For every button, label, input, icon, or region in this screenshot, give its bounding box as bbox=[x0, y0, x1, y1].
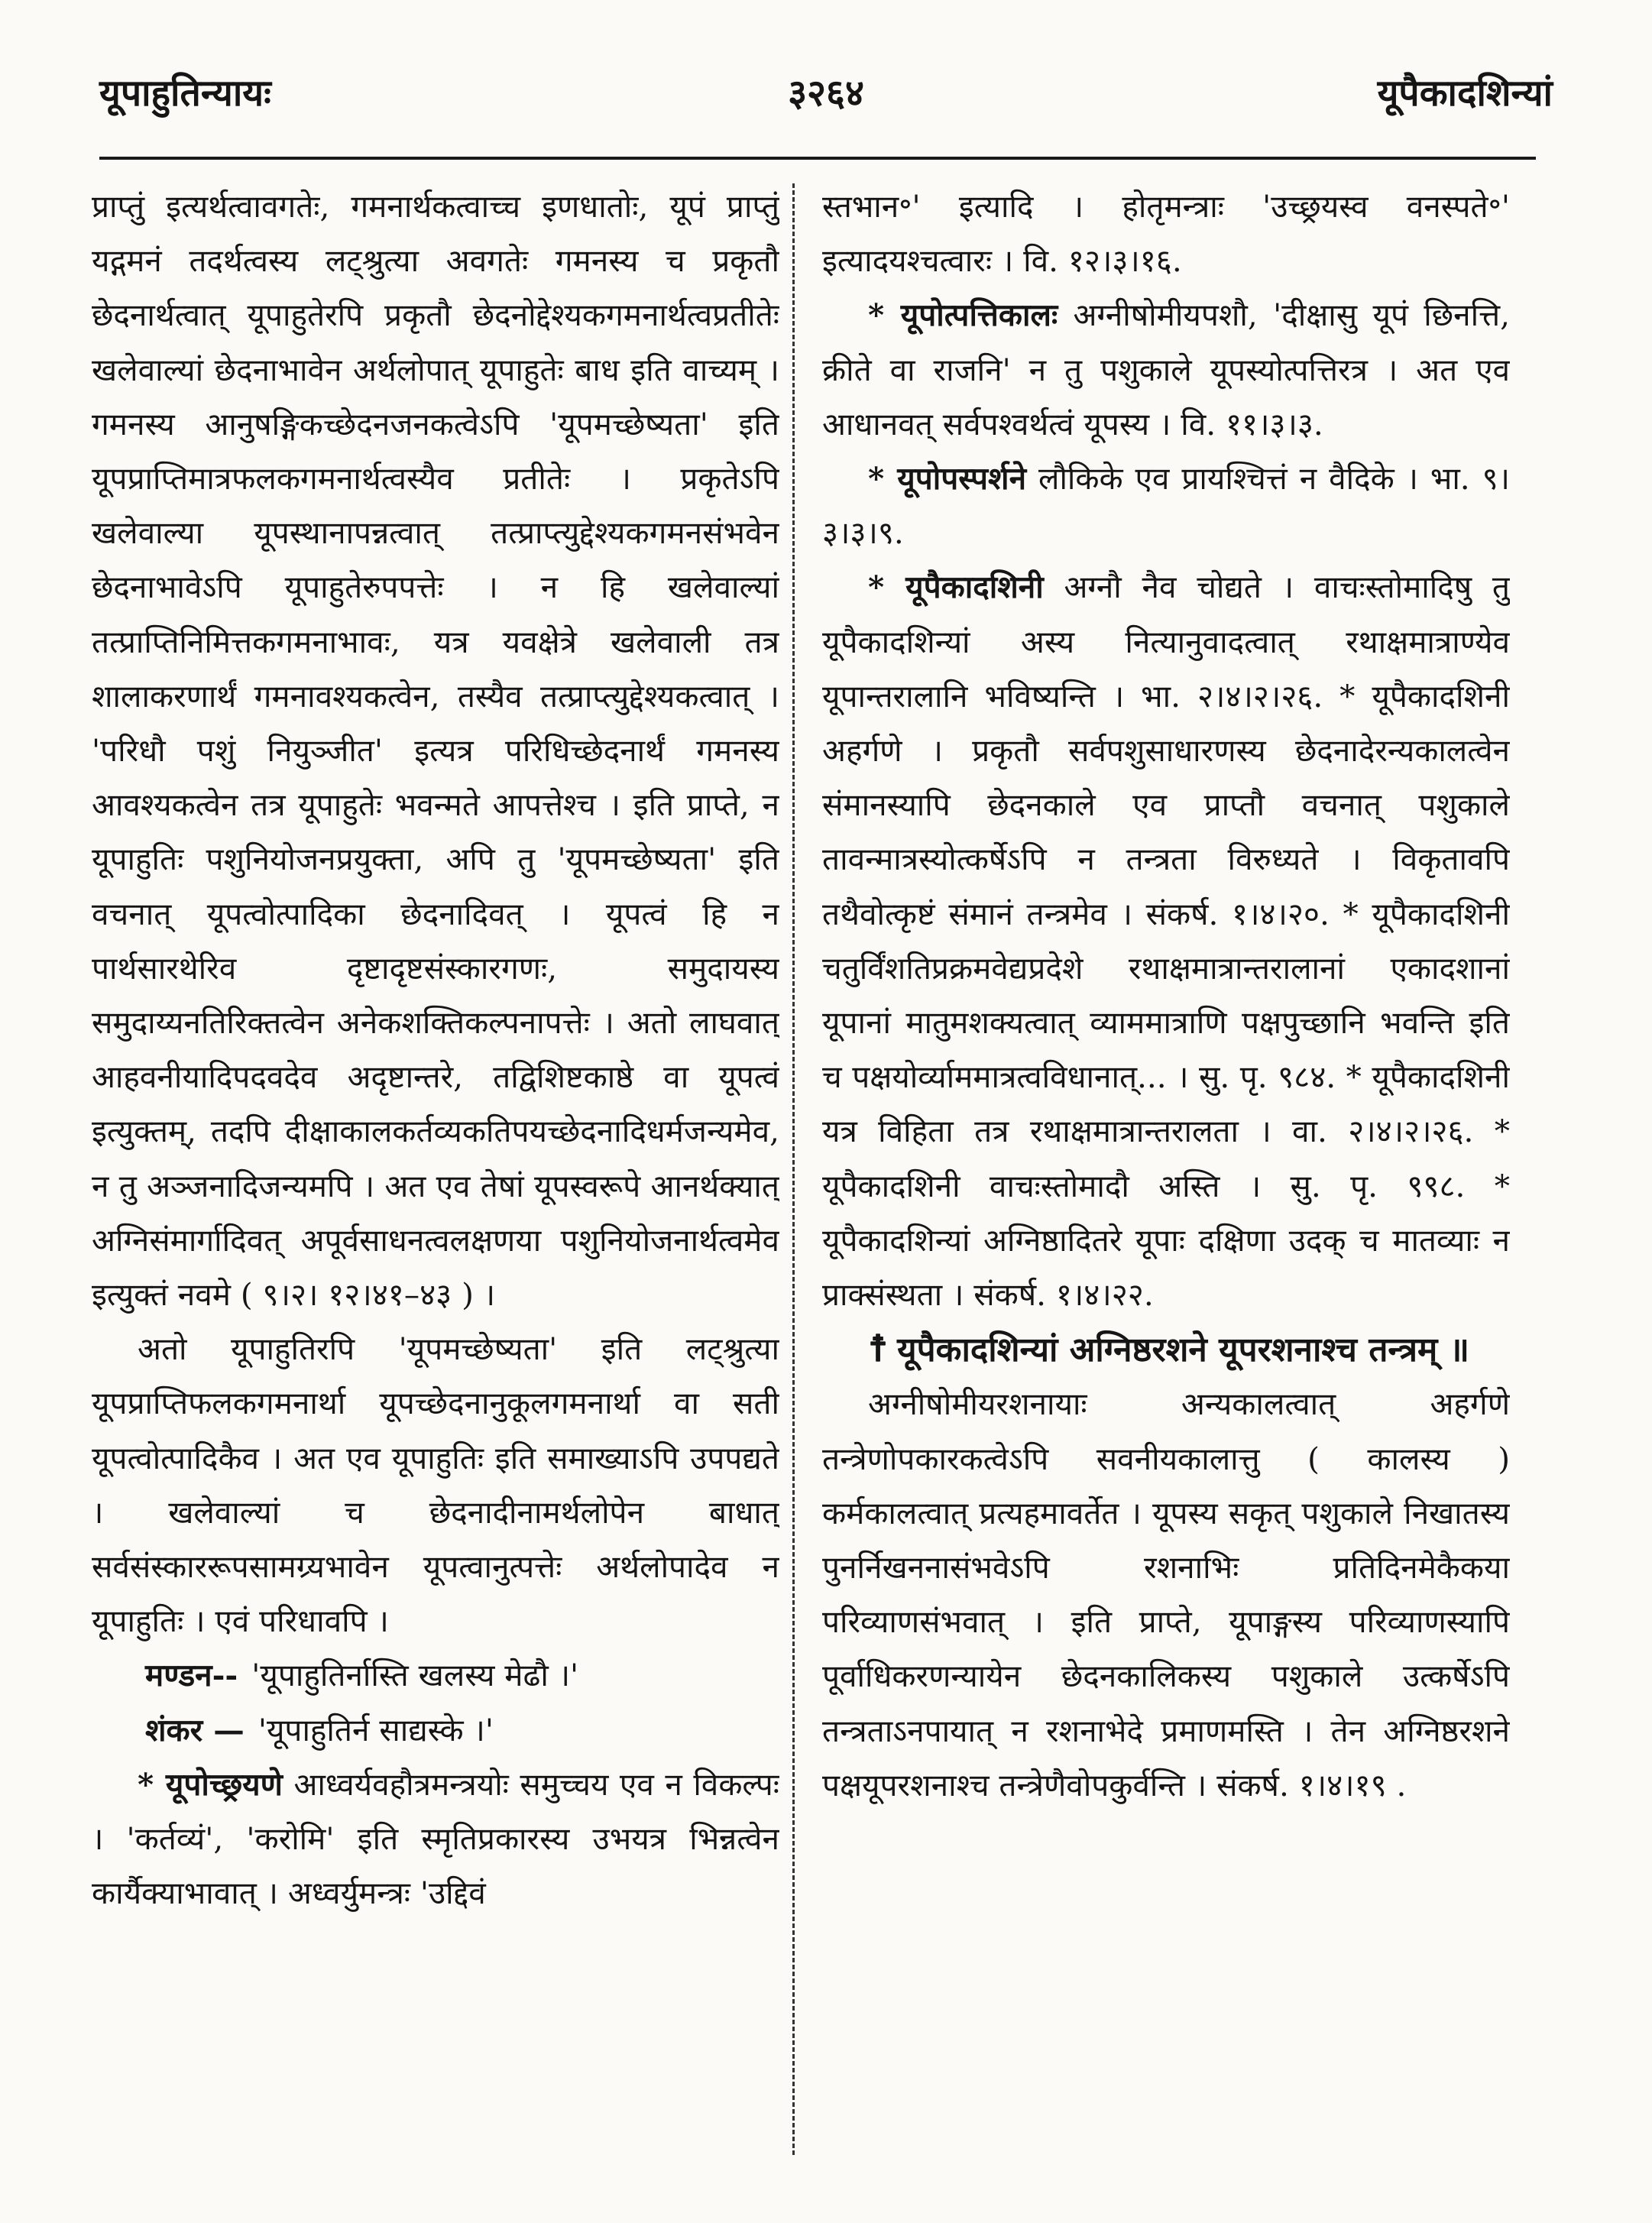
right-paragraph-4 bbox=[822, 560, 1510, 1322]
page-header bbox=[99, 67, 1553, 136]
left-paragraph-2: अतो यूपाहुतिरपि 'यूपमच्छेष्यता' इति लट्श्रुत्या यूपप्राप्तिफलकगमनार्था यूपच्छेदनानुकूलगमनार्था वा सती यूपत्वोत्पादिकैव । अत एव यूपाहुतिः इति समाख्याऽपि उपपद्यते । खलेवाल्यां च छेदनादीनामर्थलोपेन बाधात् सर्वसंस्काररूपसामग्र्यभावेन यूपत्वानुत्पत्तेः अर्थलोपादेव न यूपाहुतिः । एवं परिधावपि । bbox=[92, 1330, 779, 1640]
mandana-text: 'यूपाहुतिर्नास्ति खलस्य मेढौ ।' bbox=[251, 1657, 579, 1694]
right-paragraph-3 bbox=[822, 452, 1510, 560]
entry-yupotpattikala: * यूपोत्पत्तिकालः bbox=[868, 297, 1058, 334]
mandana-label: मण्डन-- bbox=[145, 1657, 238, 1694]
right-paragraph-2 bbox=[822, 288, 1510, 452]
mandana-quote bbox=[92, 1648, 779, 1703]
left-paragraph-1: प्राप्तुं इत्यर्थत्वावगतेः, गमनार्थकत्वाच्च इणधातोः, यूपं प्राप्तुं यद्गमनं तदर्थत्वस्य लट्श्रुत्या अवगतेः गमनस्य च प्रकृतौ छेदनार्थत्वात् यूपाहुतेरपि प्रकृतौ छेदनोद्देश्यकगमनार्थत्वप्रतीतेः खलेवाल्यां छेदनाभावेन अर्थलोपात् यूपाहुतेः बाध इति वाच्यम् । गमनस्य आनुषङ्गिकच्छेदनजनकत्वेऽपि 'यूपमच्छेष्यता' इति यूपप्राप्तिमात्रफलकगमनार्थत्वस्यैव प्रतीतेः । प्रकृतेऽपि खलेवाल्या यूपस्थानापन्नत्वात् तत्प्राप्त्युद्देश्यकगमनसंभवेन छेदनाभावेऽपि यूपाहुतेरुपपत्तेः । न हि खलेवाल्यां तत्प्राप्तिनिमित्तकगमनाभावः, यत्र यवक्षेत्रे खलेवाली तत्र शालाकरणार्थं गमनावश्यकत्वेन, तस्यैव तत्प्राप्त्युद्देश्यकत्वात् । 'परिधौ पशुं नियुञ्जीत' इत्यत्र परिधिच्छेदनार्थं गमनस्य आवश्यकत्वेन तत्र यूपाहुतेः भवन्मते आपत्तेश्च । इति प्राप्ते, न यूपाहुतिः पशुनियोजनप्रयुक्ता, अपि तु 'यूपमच्छेष्यता' इति वचनात् यूपत्वोत्पादिका छेदनादिवत् । यूपत्वं हि न पार्थसारथेरिव दृष्टादृष्टसंस्कारगणः, समुदायस्य समुदाय्यनतिरिक्तत्वेन अनेकशक्तिकल्पनापत्तेः । अतो लाघवात् आहवनीयादिपदवदेव अदृष्टान्तरे, तद्विशिष्टकाष्ठे वा यूपत्वं इत्युक्तम्, तदपि दीक्षाकालकर्तव्यकतिपयच्छेदनादिधर्मजन्यमेव, न तु अञ्जनादिजन्यमपि । अत एव तेषां यूपस्वरूपे आनर्थक्यात् अग्निसंमार्गादिवत् अपूर्वसाधनत्वलक्षणया पशुनियोजनार्थत्वमेव इत्युक्तं नवमे ( ९।२। १२।४१–४३ ) । bbox=[92, 188, 779, 1314]
left-column bbox=[92, 180, 779, 2182]
header-rule bbox=[99, 157, 1536, 160]
section-mark-icon: ☨ bbox=[868, 1327, 889, 1371]
entry-yupopasparshana: * यूपोपस्पर्शने bbox=[868, 460, 1027, 497]
column-divider bbox=[792, 183, 795, 2155]
right-paragraph-4-text: अग्नौ नैव चोद्यते । वाचःस्तोमादिषु तु यूपैकादशिन्यां अस्य नित्यानुवादत्वात् रथाक्षमात्राण्येव यूपान्तरालानि भविष्यन्ति । भा. २।४।२।२६. * यूपैकादशिनी अहर्गणे । प्रकृतौ सर्वपशुसाधारणस्य छेदनादेरन्यकालत्वेन संमानस्यापि छेदनकाले एव प्राप्तौ वचनात् पशुकाले तावन्मात्रस्योत्कर्षेऽपि न तन्त्रता विरुध्यते । विकृतावपि तथैवोत्कृष्टं संमानं तन्त्रमेव । संकर्ष. १।४।२०. * यूपैकादशिनी चतुर्विंशतिप्रक्रमवेद्यप्रदेशे रथाक्षमात्रान्तरालानां एकादशानां यूपानां मातुमशक्यत्वात् व्याममात्राणि पक्षपुच्छानि भवन्ति इति च पक्षयोर्व्याममात्रत्वविधानात्... । सु. पृ. ९८४. * यूपैकादशिनी यत्र विहिता तत्र रथाक्षमात्रान्तरालता । वा. २।४।२।२६. * यूपैकादशिनी वाचःस्तोमादौ अस्ति । सु. पृ. ९९८. * यूपैकादशिन्यां अग्निष्ठादितरे यूपाः दक्षिणा उदक् च मातव्याः न प्राक्संस्थता । संकर्ष. १।४।२२. bbox=[822, 569, 1510, 1314]
shankara-text: 'यूपाहुतिर्न साद्यस्के ।' bbox=[258, 1711, 494, 1748]
shankara-label: शंकर — bbox=[145, 1711, 245, 1748]
right-paragraph-5: अग्नीषोमीयरशनायाः अन्यकालत्वात् अहर्गणे तन्त्रेणोपकारकत्वेऽपि सवनीयकालात्तु ( कालस्य ) कर्मकालत्वात् प्रत्यहमावर्तेत । यूपस्य सकृत् पशुकाले निखातस्य पुनर्निखननासंभवेऽपि रशनाभिः प्रतिदिनमेकैकया परिव्याणसंभवात् । इति प्राप्ते, यूपाङ्गस्य परिव्याणस्यापि पूर्वाधिकरणन्यायेन छेदनकालिकस्य पशुकाले उत्कर्षेऽपि तन्त्रताऽनपायात् न रशनाभेदे प्रमाणमस्ति । तेन अग्निष्ठरशने पक्षयूपरशनाश्च तन्त्रेणैवोपकुर्वन्ति । संकर्ष. १।४।१९ . bbox=[822, 1385, 1510, 1803]
entry-yupaikadashini: * यूपैकादशिनी bbox=[868, 569, 1044, 606]
section-heading-text: यूपैकादशिन्यां अग्निष्ठरशने यूपरशनाश्च तन्त्रम् ॥ bbox=[897, 1330, 1469, 1370]
running-head-right: यूपैकादशिन्यां bbox=[1377, 72, 1553, 115]
right-paragraph-3-text: लौकिके एव प्रायश्चित्तं न वैदिके । भा. ९।३।३।९. bbox=[822, 460, 1510, 552]
left-paragraph-3 bbox=[92, 1758, 779, 1921]
right-paragraph-2-text: अग्नीषोमीयपशौ, 'दीक्षासु यूपं छिनत्ति, क्रीते वा राजनि' न तु पशुकाले यूपस्योत्पत्तिरत्र । अत एव आधानवत् सर्वपश्वर्थत्वं यूपस्य । वि. ११।३।३. bbox=[822, 297, 1510, 442]
section-heading bbox=[822, 1322, 1510, 1377]
left-paragraph-3-text: आध्वर्यवहौत्रमन्त्रयोः समुच्चय एव न विकल्पः । 'कर्तव्यं', 'करोमि' इति स्मृतिप्रकारस्य उभयत्र भिन्नत्वेन कार्यैक्याभावात् । अध्वर्युमन्त्रः 'उद्दिवं bbox=[92, 1765, 779, 1912]
right-paragraph-1: स्तभान॰' इत्यादि । होतृमन्त्राः 'उच्छ्रयस्व वनस्पते॰' इत्यादयश्चत्वारः । वि. १२।३।१६. bbox=[822, 188, 1510, 280]
entry-yupochchhrayana: * यूपोच्छ्रयणे bbox=[138, 1765, 283, 1803]
shankara-quote bbox=[92, 1703, 779, 1758]
page-number: ३२६४ bbox=[788, 72, 864, 115]
right-column bbox=[822, 180, 1510, 2182]
running-head-left: यूपाहुतिन्यायः bbox=[99, 72, 271, 115]
